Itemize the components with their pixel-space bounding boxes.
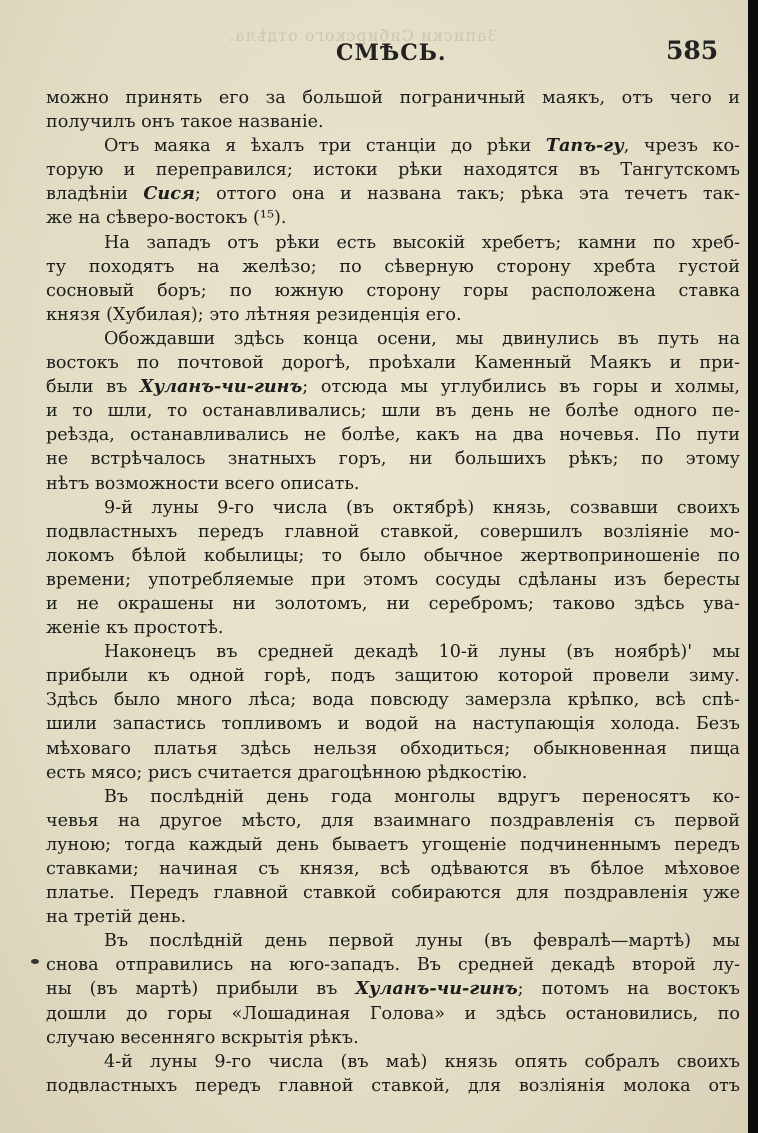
page-number: 585 <box>666 36 719 65</box>
text-line: женіе къ простотѣ. <box>46 618 224 639</box>
text-line: сосновый боръ; по южную сторону горы расположена ставка <box>46 280 740 301</box>
text-line: и то шли, то останавливались; шли въ день не болѣе одного пе- <box>46 401 740 422</box>
text-line <box>46 977 740 1001</box>
text-segment: ; потомъ на востокъ <box>517 979 740 1000</box>
text-line: мѣховаго платья здѣсь нельзя обходиться; обыкновенная пища <box>46 738 740 759</box>
paragraph <box>46 231 740 327</box>
text-line: и не окрашены ни золотомъ, ни серебромъ; таково здѣсь ува- <box>46 593 740 614</box>
text-line: есть мясо; рисъ считается драгоцѣнною рѣдкостію. <box>46 762 528 783</box>
text-segment: ны (въ мартѣ) прибыли въ <box>46 979 356 1000</box>
text-line: торую и переправился; истоки рѣки находятся въ Тангутскомъ <box>46 160 740 181</box>
text-segment: ; отсюда мы углубились въ горы и холмы, <box>302 377 740 398</box>
text-line: востокъ по почтовой дорогѣ, проѣхали Каменный Маякъ и при- <box>46 353 740 374</box>
place-name: Хуланъ-чи-гинъ <box>139 376 303 398</box>
text-line: получилъ онъ такое названіе. <box>46 112 324 133</box>
paragraph <box>46 640 740 785</box>
text-line <box>46 375 740 399</box>
text-line: шили запастись топливомъ и водой на наступающія холода. Безъ <box>46 714 740 735</box>
paragraph <box>46 496 740 641</box>
text-line: На западъ отъ рѣки есть высокій хребетъ; камни по хреб- <box>104 232 740 253</box>
paragraph <box>46 1050 740 1098</box>
text-line: Наконецъ въ средней декадѣ 10-й луны (въ ноябрѣ)' мы <box>104 642 740 663</box>
text-line: ту походятъ на желѣзо; по сѣверную сторону хребта густой <box>46 256 740 277</box>
paragraph <box>46 86 740 134</box>
text-line: времени; употребляемые при этомъ сосуды сдѣланы изъ бересты <box>46 569 740 590</box>
text-line: 9-й луны 9-го числа (въ октябрѣ) князь, созвавши своихъ <box>104 497 740 518</box>
text-line: реѣзда, останавливались не болѣе, какъ на два ночевья. По пути <box>46 425 740 446</box>
text-line: нѣтъ возможности всего описать. <box>46 473 360 494</box>
text-line: чевья на другое мѣсто, для взаимнаго поздравленія съ первой <box>46 810 740 831</box>
text-line: 4-й луны 9-го числа (въ маѣ) князь опять собралъ своихъ <box>104 1051 740 1072</box>
paragraph <box>46 134 740 230</box>
text-line: подвластныхъ передъ главной ставкой, совершилъ возліяніе мо- <box>46 521 740 542</box>
running-head: СМѢСЬ. <box>336 40 447 66</box>
text-line: Обождавши здѣсь конца осени, мы двинулись въ путь на <box>104 328 740 349</box>
text-line: Здѣсь было много лѣса; вода повсюду замерзла крѣпко, всѣ спѣ- <box>46 690 740 711</box>
text-line: же на сѣверо-востокъ (¹⁵). <box>46 208 287 229</box>
text-segment: были въ <box>46 377 140 398</box>
text-line: локомъ бѣлой кобылицы; то было обычное жертвоприношеніе по <box>46 545 740 566</box>
text-line: подвластныхъ передъ главной ставкой, для возліянія молока отъ <box>46 1075 740 1096</box>
text-line: луною; тогда каждый день бываетъ угощеніе подчиненнымъ передъ <box>46 834 740 855</box>
text-segment: ; оттого она и названа такъ; рѣка эта течетъ так- <box>194 184 740 205</box>
text-segment: владѣніи <box>46 184 144 205</box>
text-line: Въ послѣдній день года монголы вдругъ переносятъ ко- <box>104 786 740 807</box>
text-line: случаю весенняго вскрытія рѣкъ. <box>46 1027 359 1048</box>
text-line: на третій день. <box>46 907 187 928</box>
margin-mark <box>31 959 39 964</box>
paragraph <box>46 785 740 930</box>
text-line: прибыли къ одной горѣ, подъ защитою которой провели зиму. <box>46 666 740 687</box>
text-line: можно принять его за большой пограничный маякъ, отъ чего и <box>46 88 740 108</box>
page-body <box>46 86 740 1098</box>
place-name: Сися <box>143 183 195 205</box>
paragraph <box>46 327 740 496</box>
text-line: дошли до горы «Лошадиная Голова» и здѣсь остановились, по <box>46 1003 740 1024</box>
show-through-text: Записки Сибирского отдѣла. <box>228 26 498 45</box>
place-name: Тапъ-гу <box>545 135 624 157</box>
text-line: Въ послѣдній день первой луны (въ февралѣ—мартѣ) мы <box>104 931 740 952</box>
paragraph <box>46 929 740 1049</box>
place-name: Хуланъ-чи-гинъ <box>355 978 518 1000</box>
text-segment: Отъ маяка я ѣхалъ три станціи до рѣки <box>104 136 546 157</box>
text-line: снова отправились на юго-западъ. Въ средней декадѣ второй лу- <box>46 955 740 976</box>
text-line: князя (Хубилая); это лѣтняя резиденція его. <box>46 304 462 325</box>
text-line: ставками; начиная съ князя, всѣ одѣваются въ бѣлое мѣховое <box>46 859 740 879</box>
text-line: не встрѣчалось знатныхъ горъ, ни большихъ рѣкъ; по этому <box>46 449 740 470</box>
text-segment: , чрезъ ко- <box>623 136 740 157</box>
text-line: платье. Передъ главной ставкой собираются для поздравленія уже <box>46 883 740 904</box>
text-line <box>46 182 740 206</box>
text-line <box>46 134 740 158</box>
